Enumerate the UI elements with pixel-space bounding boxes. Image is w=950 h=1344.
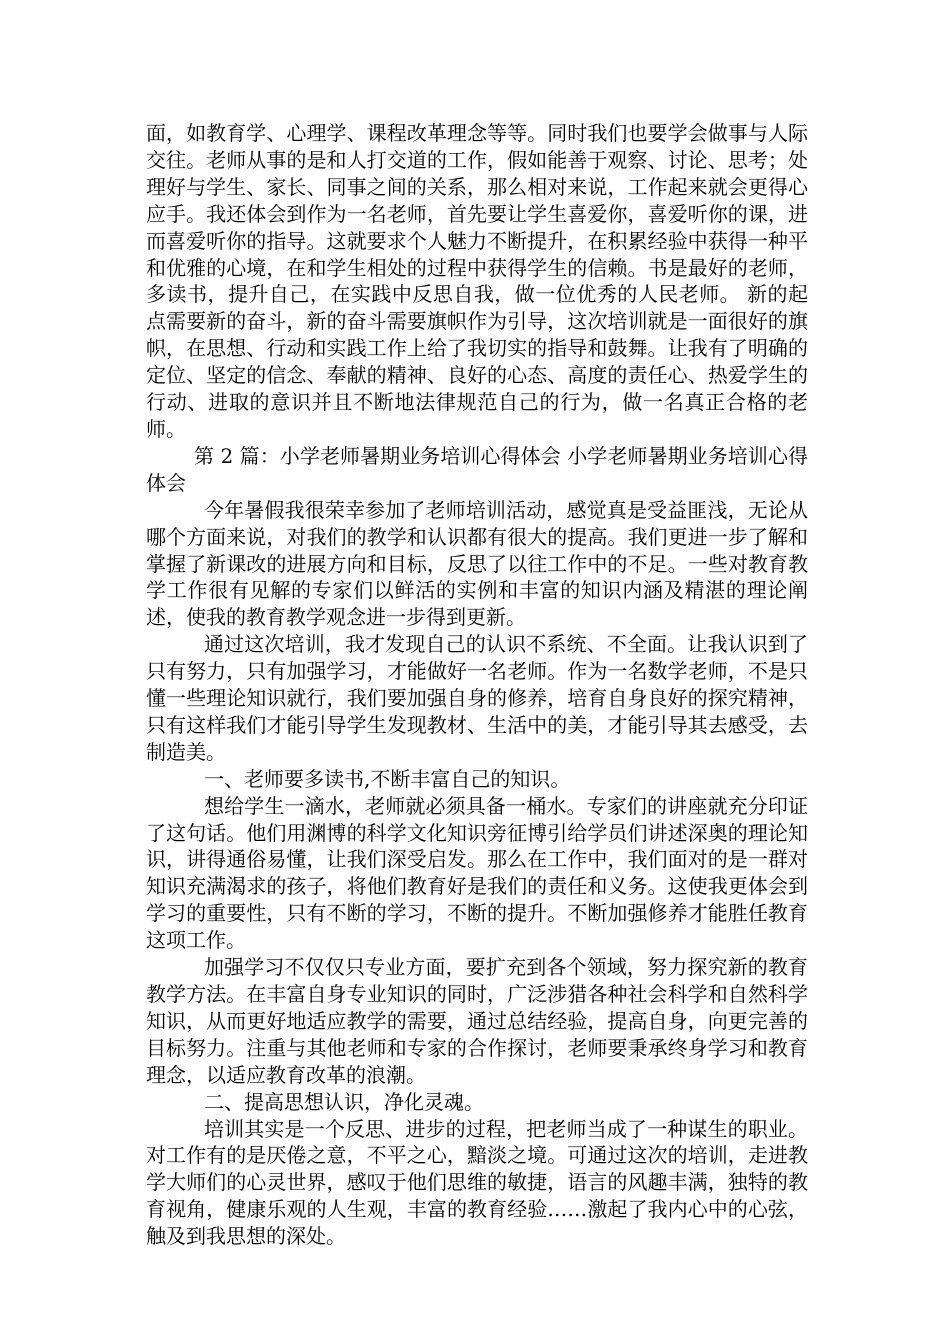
paragraph-1: 面，如教育学、心理学、课程改革理念等等。同时我们也要学会做事与人际交往。老师从事的是和人打交道的工作，假如能善于观察、讨论、思考；处理好与学生、家长、同事之间的关系，那么相对来说，工作起来就会更得心应手。我还体会到作为一名老师，首先要让学生喜爱你，喜爱听你的课，进而喜爱听你的指导。这就要求个人魅力不断提升，在积累经验中获得一种平和优雅的心境，在和学生相处的过程中获得学生的信赖。书是最好的老师，多读书，提升自己，在实践中反思自我，做一位优秀的人民老师。 新的起点需要新的奋斗，新的奋斗需要旗帜作为引导，这次培训就是一面很好的旗帜，在思想、行动和实践工作上给了我切实的指导和鼓舞。让我有了明确的定位、坚定的信念、奉献的精神、良好的心态、高度的责任心、热爱学生的行动、进取的意识并且不断地法律规范自己的行为，做一名真正合格的老师。 (146, 121, 808, 441)
article-heading: 第 2 篇：小学老师暑期业务培训心得体会 小学老师暑期业务培训心得体会 (146, 443, 808, 495)
paragraph-9: 培训其实是一个反思、进步的过程，把老师当成了一种谋生的职业。对工作有的是厌倦之意，不平之心，黯淡之境。可通过这次的培训，走进教学大师们的心灵世界，感叹于他们思维的敏捷，语言的风趣丰满，独特的教育视角，健康乐观的人生观，丰富的教育经验……激起了我内心中的心弦，触及到我思想的深处。 (146, 1116, 808, 1249)
paragraph-3: 今年暑假我很荣幸参加了老师培训活动，感觉真是受益匪浅，无论从哪个方面来说，对我们的教学和认识都有很大的提高。我们更进一步了解和掌握了新课改的进展方向和目标，反思了以往工作中的不足。一些对教育教学工作很有见解的专家们以鲜活的实例和丰富的知识内涵及精湛的理论阐述，使我的教育教学观念进一步得到更新。 (146, 497, 808, 630)
section-heading-2: 二、提高思想认识，净化灵魂。 (204, 1089, 484, 1114)
paragraph-7: 加强学习不仅仅只专业方面，要扩充到各个领域，努力探究新的教育教学方法。在丰富自身专业知识的同时，广泛涉猎各种社会科学和自然科学知识，从而更好地适应教学的需要，通过总结经验，提高自身，向更完善的目标努力。注重与其他老师和专家的合作探讨，老师要秉承终身学习和教育理念，以适应教育改革的浪潮。 (146, 955, 808, 1087)
document-page (146, 120, 808, 1250)
section-heading-1: 一、老师要多读书,不断丰富自己的知识。 (204, 766, 571, 791)
paragraph-6: 想给学生一滴水，老师就必须具备一桶水。专家们的讲座就充分印证了这句话。他们用渊博的科学文化知识旁征博引给学员们讲述深奥的理论知识，讲得通俗易懂，让我们深受启发。那么在工作中，我们面对的是一群对知识充满渴求的孩子，将他们教育好是我们的责任和义务。这使我更体会到学习的重要性，只有不断的学习，不断的提升。不断加强修养才能胜任教育这项工作。 (146, 793, 808, 953)
paragraph-4: 通过这次培训，我才发现自己的认识不系统、不全面。让我认识到了只有努力，只有加强学习，才能做好一名老师。作为一名数学老师，不是只懂一些理论知识就行，我们要加强自身的修养，培育自身良好的探究精神，只有这样我们才能引导学生发现教材、生活中的美，才能引导其去感受，去制造美。 (146, 632, 808, 764)
